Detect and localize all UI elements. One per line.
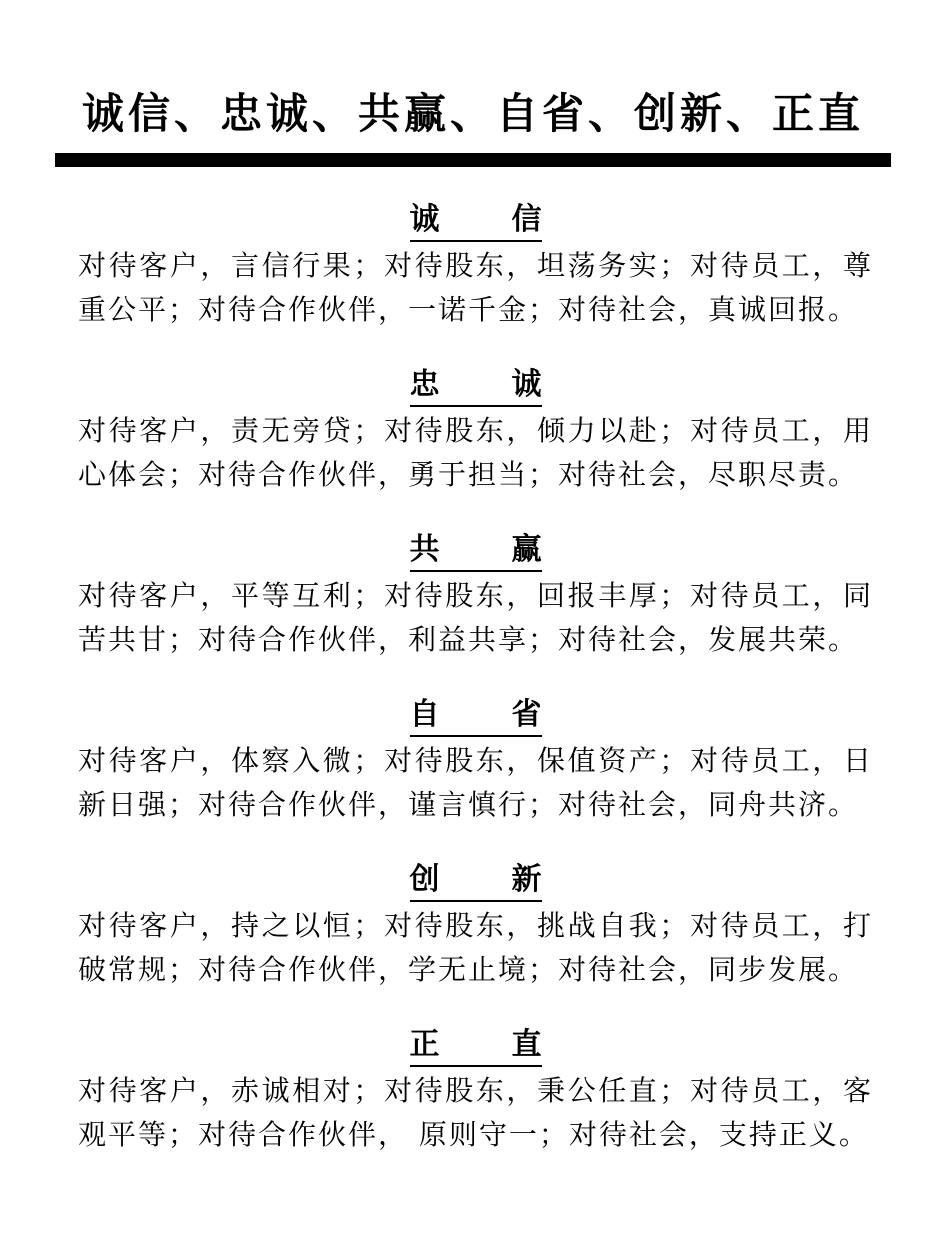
- section-text: 对待客户，平等互利；对待股东，回报丰厚；对待员工，同苦共甘；对待合作伙伴，利益共享；对待社会，发展共荣。: [78, 579, 873, 656]
- section-heading: 忠诚: [410, 365, 542, 407]
- value-section: [78, 530, 873, 695]
- section-heading: 自省: [410, 695, 542, 737]
- value-section: [78, 860, 873, 1025]
- section-text: 对待客户，言信行果；对待股东，坦荡务实；对待员工，尊重公平；对待合作伙伴，一诺千金；对待社会，真诚回报。: [78, 249, 873, 326]
- value-section: [78, 200, 873, 365]
- values-list: [78, 200, 873, 1190]
- value-section: [78, 365, 873, 530]
- section-heading: 创新: [410, 860, 542, 902]
- title-divider: [55, 153, 891, 167]
- value-section: [78, 695, 873, 860]
- section-text: 对待客户，责无旁贷；对待股东，倾力以赴；对待员工，用心体会；对待合作伙伴，勇于担当；对待社会，尽职尽责。: [78, 414, 873, 491]
- section-heading: 共赢: [410, 530, 542, 572]
- section-text: 对待客户，赤诚相对；对待股东，秉公任直；对待员工，客观平等；对待合作伙伴， 原则守一；对待社会，支持正义。: [78, 1074, 873, 1151]
- section-text: 对待客户，持之以恒；对待股东，挑战自我；对待员工，打破常规；对待合作伙伴，学无止境；对待社会，同步发展。: [78, 909, 873, 986]
- section-text: 对待客户，体察入微；对待股东，保值资产；对待员工，日新日强；对待合作伙伴，谨言慎行；对待社会，同舟共济。: [78, 744, 873, 821]
- page-title: 诚信、忠诚、共赢、自省、创新、正直: [81, 89, 864, 138]
- value-section: [78, 1025, 873, 1190]
- section-heading: 诚信: [410, 200, 542, 242]
- section-heading: 正直: [410, 1025, 542, 1067]
